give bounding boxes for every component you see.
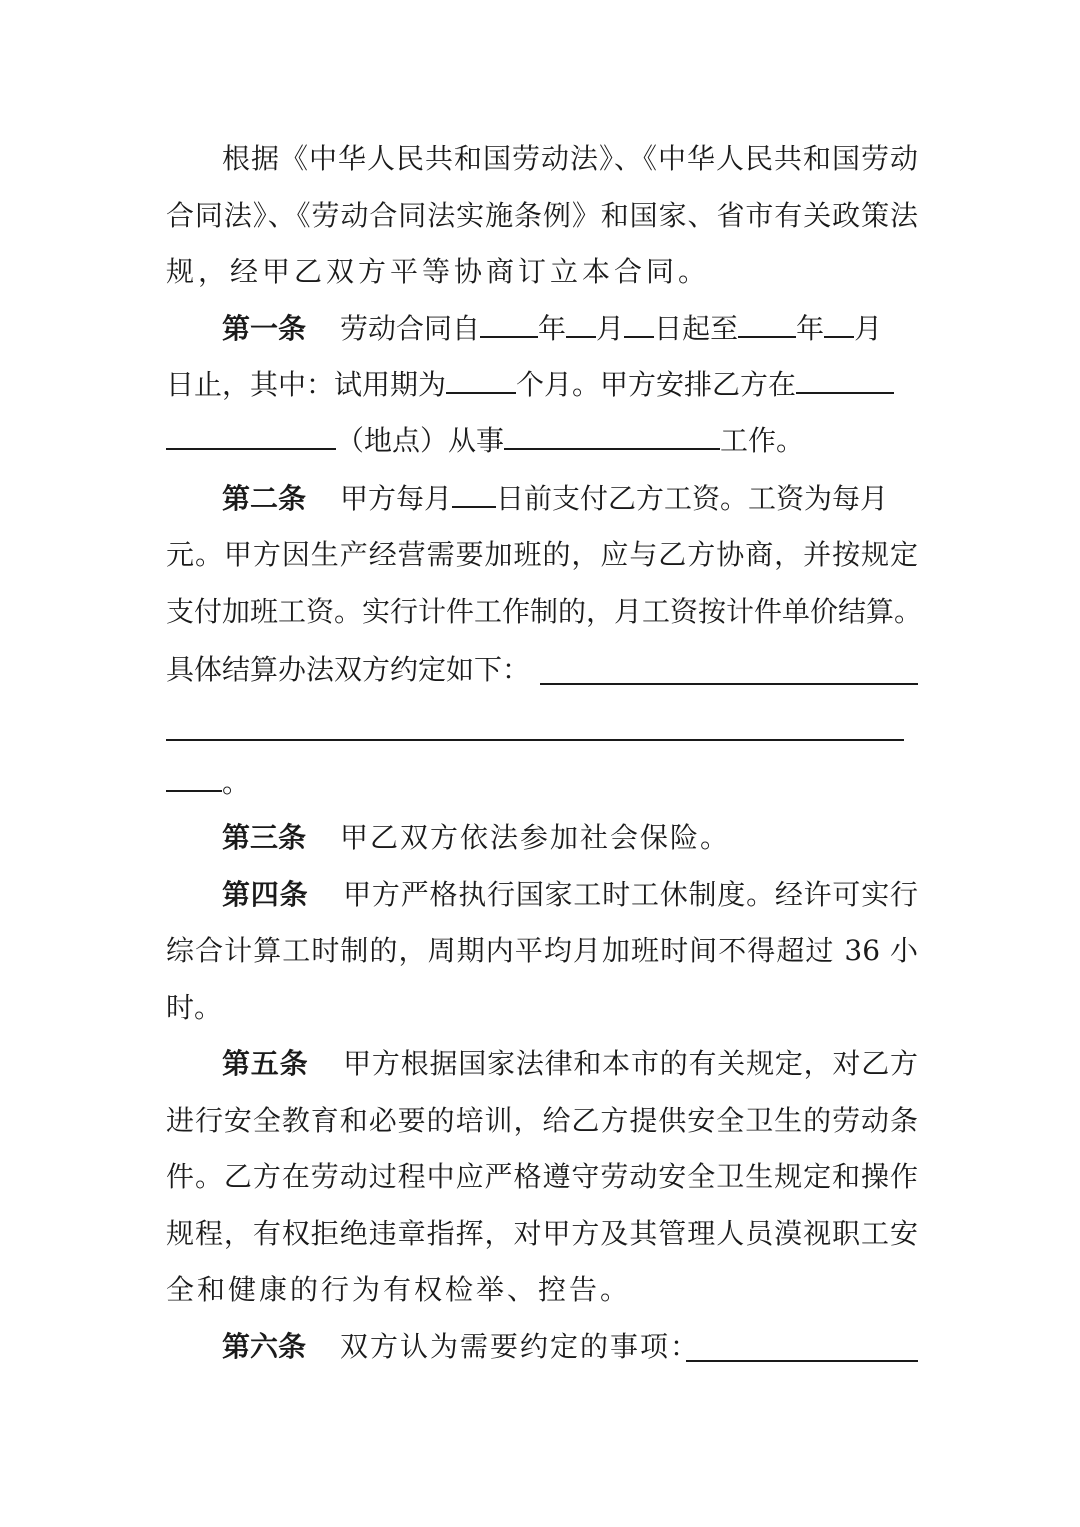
article-6-heading: 第六条 — [222, 1330, 307, 1363]
article-1-heading: 第一条 — [222, 312, 307, 345]
article-5-heading: 第五条 — [222, 1047, 309, 1080]
start-day-blank[interactable] — [624, 310, 654, 338]
article-5-line-3: 件。乙方在劳动过程中应严格遵守劳动安全卫生规定和操作 — [166, 1160, 918, 1193]
preamble-line-3: 规，经甲乙双方平等协商订立本合同。 — [166, 255, 711, 288]
pay-day-blank[interactable] — [452, 480, 496, 508]
preamble-line-1: 根据《中华人民共和国劳动法》、《中华人民共和国劳动 — [222, 142, 918, 175]
start-month-blank[interactable] — [566, 310, 596, 338]
end-month-blank[interactable] — [824, 310, 854, 338]
article-1-line-3: （地点）从事 工作。 — [166, 421, 918, 461]
article-1-line-2: 日止，其中：试用期为 个月。甲方安排乙方在 — [166, 365, 918, 405]
end-year-blank[interactable] — [738, 310, 796, 338]
settlement-method-blank-3[interactable] — [166, 764, 222, 792]
article-5-line-2: 进行安全教育和必要的培训，给乙方提供安全卫生的劳动条 — [166, 1104, 918, 1137]
article-6-line-1: 第六条 双方认为需要约定的事项： — [222, 1330, 701, 1363]
article-4-heading: 第四条 — [222, 878, 309, 911]
article-2-line-6: 。 — [166, 763, 918, 803]
article-3-line-1: 第三条 甲乙双方依法参加社会保险。 — [222, 821, 731, 854]
article-5-line-1: 第五条 甲方根据国家法律和本市的有关规定，对乙方 — [222, 1047, 918, 1080]
article-2-line-1: 第二条 甲方每月 日前支付乙方工资。工资为每月 — [222, 482, 889, 515]
probation-months-blank[interactable] — [446, 366, 516, 394]
article-5-line-5: 全和健康的行为有权检举、控告。 — [166, 1273, 632, 1306]
article-5-line-4: 规程，有权拒绝违章指挥，对甲方及其管理人员漠视职工安 — [166, 1217, 918, 1250]
work-location-blank-1[interactable] — [796, 366, 894, 394]
other-matters-blank[interactable] — [686, 1334, 918, 1362]
article-4-line-1: 第四条 甲方严格执行国家工时工休制度。经许可实行 — [222, 878, 918, 911]
article-3-heading: 第三条 — [222, 821, 307, 854]
article-1-line-1: 第一条 劳动合同自 年 月 日起至 年 月 — [222, 312, 883, 345]
article-4-line-2: 综合计算工时制的，周期内平均月加班时间不得超过 36 小 — [166, 934, 918, 967]
article-2-line-2: 元。甲方因生产经营需要加班的，应与乙方协商，并按规定 — [166, 538, 918, 571]
start-year-blank[interactable] — [480, 310, 538, 338]
settlement-method-blank-2[interactable] — [166, 713, 904, 741]
article-2-line-4: 具体结算办法双方约定如下： — [166, 653, 531, 686]
work-location-blank-2[interactable] — [166, 422, 336, 450]
article-2-heading: 第二条 — [222, 482, 307, 515]
article-2-line-3: 支付加班工资。实行计件工作制的，月工资按计件单价结算。 — [166, 595, 923, 628]
settlement-method-blank-1[interactable] — [540, 657, 918, 685]
job-type-blank[interactable] — [504, 422, 720, 450]
preamble-line-2: 合同法》、《劳动合同法实施条例》和国家、省市有关政策法 — [166, 199, 918, 232]
article-4-line-3: 时。 — [166, 991, 223, 1024]
